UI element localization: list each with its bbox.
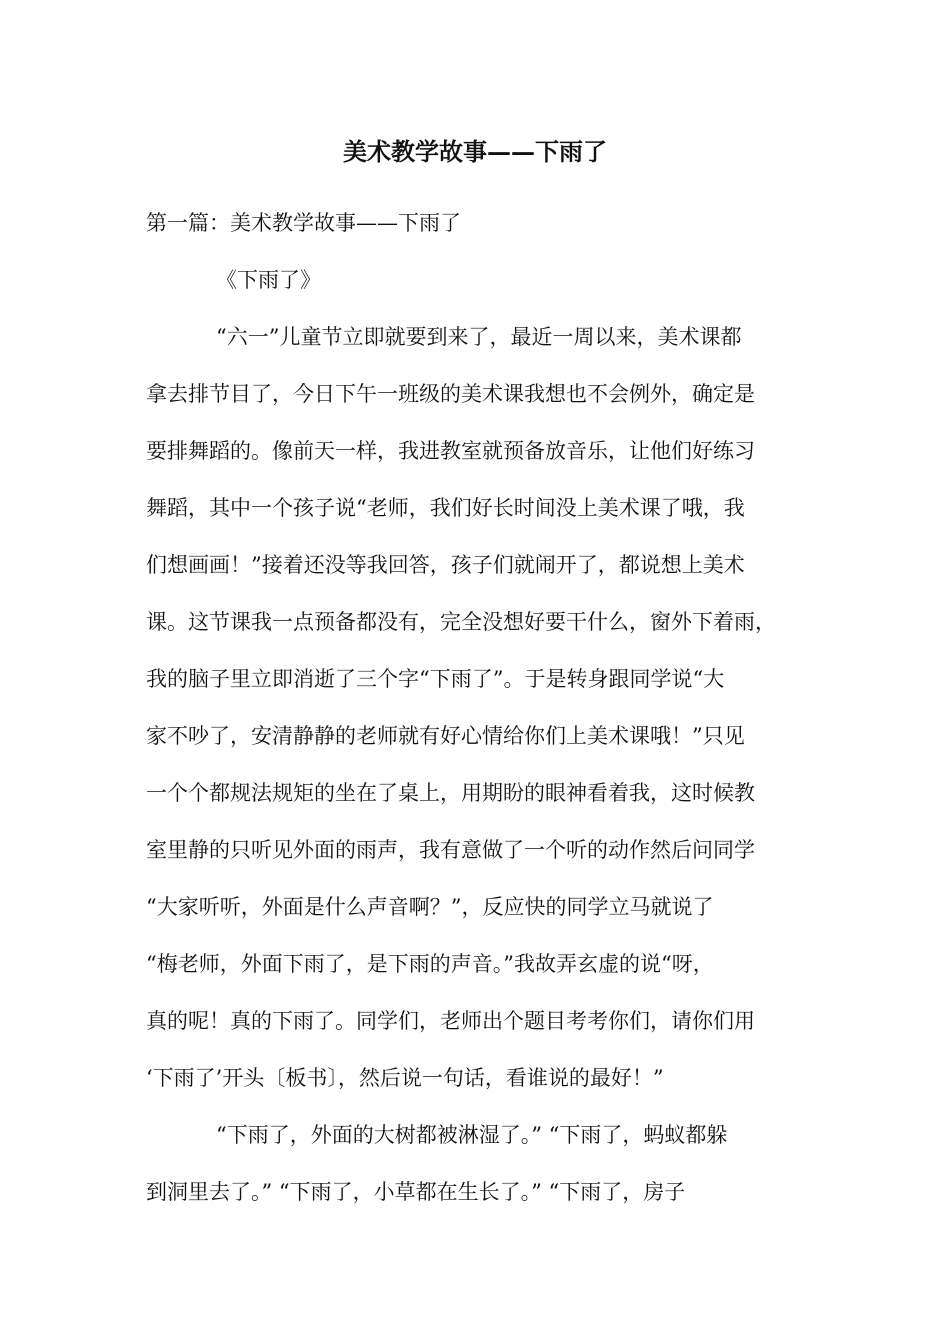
section-heading: 第一篇：美术教学故事——下雨了 [146, 211, 461, 235]
paragraph-line: “六一”儿童节立即就要到来了，最近一周以来，美术课都 [216, 325, 742, 349]
paragraph-line: 室里静的只听见外面的雨声，我有意做了一个听的动作然后问同学 [146, 838, 755, 862]
paragraph-line: ‘下雨了’开头〔板书〕，然后说一句话，看谁说的最好！” [146, 1066, 664, 1090]
paragraph-line: 舞蹈，其中一个孩子说“老师，我们好长时间没上美术课了哦，我 [146, 496, 745, 520]
paragraph-line: 拿去排节目了，今日下午一班级的美术课我想也不会例外，确定是 [146, 382, 755, 406]
document-title: 美术教学故事——下雨了 [343, 137, 607, 166]
paragraph-line: “梅老师，外面下雨了，是下雨的声音。”我故弄玄虚的说“呀， [146, 952, 714, 976]
paragraph-line: 我的脑子里立即消逝了三个字“下雨了”。于是转身跟同学说“大 [146, 667, 725, 691]
paragraph-line: 们想画画！”接着还没等我回答，孩子们就闹开了，都说想上美术 [146, 553, 745, 577]
paragraph-line: “大家听听，外面是什么声音啊？”，反应快的同学立马就说了 [146, 895, 714, 919]
paragraph-line: 真的呢！真的下雨了。同学们，老师出个题目考考你们，请你们用 [146, 1009, 755, 1033]
paragraph-line: 一个个都规法规矩的坐在了桌上，用期盼的眼神看着我，这时候教 [146, 781, 755, 805]
story-title: 《下雨了》 [216, 268, 321, 292]
paragraph-line: 课。这节课我一点预备都没有，完全没想好要干什么，窗外下着雨， [146, 610, 776, 634]
paragraph-line: 家不吵了，安清静静的老师就有好心情给你们上美术课哦！”只见 [146, 724, 745, 748]
paragraph-line: 要排舞蹈的。像前天一样，我进教室就预备放音乐，让他们好练习 [146, 439, 755, 463]
paragraph-line: 到洞里去了。” “下雨了，小草都在生长了。” “下雨了，房子 [146, 1180, 686, 1204]
paragraph-line: “下雨了，外面的大树都被淋湿了。” “下雨了，蚂蚁都躲 [216, 1123, 728, 1147]
